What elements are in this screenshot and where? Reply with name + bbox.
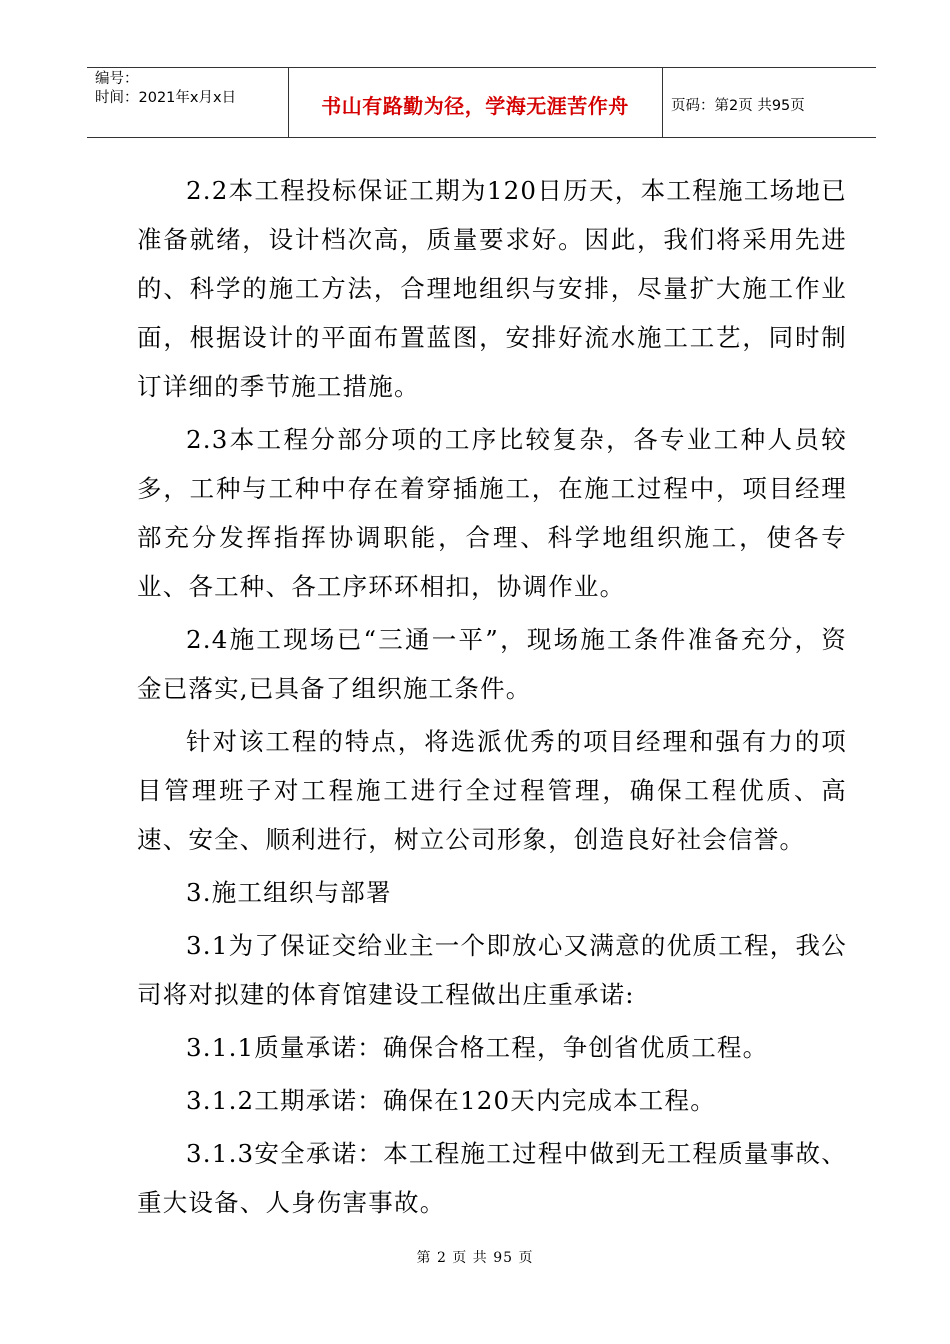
page-header bbox=[87, 67, 876, 138]
header-motto: 书山有路勤为径，学海无涯苦作舟 bbox=[321, 94, 629, 118]
paragraph: 针对该工程的特点，将选派优秀的项目经理和强有力的项目管理班子对工程施工进行全过程管理，确保工程优质、高速、安全、顺利进行，树立公司形象，创造良好社会信誉。 bbox=[137, 727, 847, 854]
document-body bbox=[137, 166, 847, 1227]
paragraph: 2.2本工程投标保证工期为120日历天，本工程施工场地已准备就绪，设计档次高，质量要求好。因此，我们将采用先进的、科学的施工方法，合理地组织与安排，尽量扩大施工作业面，根据设计的平面布置蓝图，安排好流水施工工艺，同时制订详细的季节施工措施。 bbox=[137, 176, 847, 401]
section-heading: 3.施工组织与部署 bbox=[186, 878, 392, 907]
header-divider bbox=[662, 68, 663, 137]
paragraph: 3.1.3安全承诺：本工程施工过程中做到无工程质量事故、重大设备、人身伤害事故。 bbox=[137, 1139, 847, 1217]
paragraph: 2.3本工程分部分项的工序比较复杂，各专业工种人员较多，工种与工种中存在着穿插施工，在施工过程中，项目经理部充分发挥指挥协调职能，合理、科学地组织施工，使各专业、各工种、各工序环环相扣，协调作业。 bbox=[137, 425, 847, 601]
paragraph: 3.1.1质量承诺：确保合格工程，争创省优质工程。 bbox=[186, 1033, 769, 1062]
paragraph: 2.4施工现场已“三通一平”，现场施工条件准备充分，资金已落实,已具备了组织施工条件。 bbox=[137, 625, 847, 703]
page-footer: 第 2 页 共 95 页 bbox=[416, 1250, 534, 1266]
header-page-info: 页码：第2页 共95页 bbox=[671, 98, 805, 114]
paragraph: 3.1为了保证交给业主一个即放心又满意的优质工程，我公司将对拟建的体育馆建设工程做出庄重承诺: bbox=[137, 931, 847, 1009]
header-meta bbox=[95, 70, 236, 108]
number-label: 编号： bbox=[95, 71, 139, 87]
paragraph: 3.1.2工期承诺：确保在120天内完成本工程。 bbox=[186, 1086, 716, 1115]
time-label: 时间：2021年x月x日 bbox=[95, 90, 237, 106]
